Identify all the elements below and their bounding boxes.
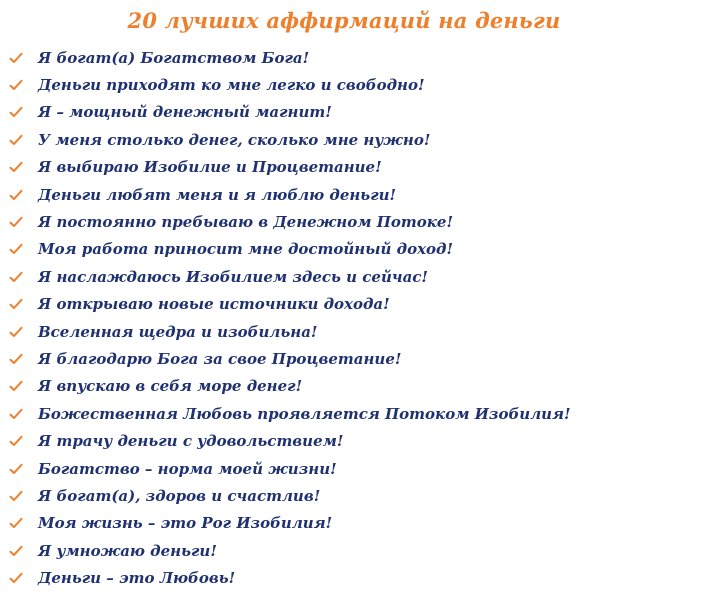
list-item-label: Я богат(а), здоров и счастлив! — [38, 486, 321, 505]
check-icon — [0, 435, 33, 447]
list-item-label: Я благодарю Бога за свое Процветание! — [38, 349, 402, 368]
check-icon — [0, 298, 33, 310]
list-item — [0, 291, 571, 318]
list-item — [0, 208, 571, 235]
list-item — [0, 263, 571, 290]
check-icon — [0, 353, 33, 365]
list-item-label: Я постоянно пребываю в Денежном Потоке! — [38, 213, 454, 232]
check-icon — [0, 243, 33, 255]
list-item — [0, 154, 571, 181]
list-item-label: Я трачу деньги с удовольствием! — [38, 432, 344, 451]
list-item-label: Богатство – норма моей жизни! — [38, 459, 337, 478]
check-icon — [0, 52, 33, 64]
list-item-label: Я богат(а) Богатством Бога! — [38, 48, 310, 67]
list-item — [0, 71, 571, 98]
check-icon — [0, 106, 33, 118]
check-icon — [0, 216, 33, 228]
list-item-label: Деньги приходят ко мне легко и свободно! — [38, 76, 425, 95]
list-item-label: Я выбираю Изобилие и Процветание! — [38, 158, 382, 177]
list-item — [0, 510, 571, 537]
list-item — [0, 44, 571, 71]
check-icon — [0, 134, 33, 146]
check-icon — [0, 408, 33, 420]
list-item-label: Я впускаю в себя море денег! — [38, 377, 303, 396]
list-item — [0, 318, 571, 345]
check-icon — [0, 161, 33, 173]
list-item-label: Божественная Любовь проявляется Потоком Изобилия! — [38, 404, 571, 423]
check-icon — [0, 572, 33, 584]
list-item — [0, 455, 571, 482]
list-item — [0, 181, 571, 208]
list-item-label: Я открываю новые источники дохода! — [38, 295, 390, 314]
list-item-label: Деньги – это Любовь! — [38, 569, 236, 588]
list-item-label: Вселенная щедра и изобильна! — [38, 322, 318, 341]
check-icon — [0, 326, 33, 338]
list-item — [0, 537, 571, 564]
check-icon — [0, 490, 33, 502]
check-icon — [0, 79, 33, 91]
check-icon — [0, 189, 33, 201]
list-item-label: Моя работа приносит мне достойный доход! — [38, 240, 454, 259]
list-item — [0, 564, 571, 591]
list-item — [0, 400, 571, 427]
list-item — [0, 373, 571, 400]
list-item — [0, 126, 571, 153]
list-item-label: Моя жизнь – это Рог Изобилия! — [38, 514, 333, 533]
list-item-label: Я – мощный денежный магнит! — [38, 103, 332, 122]
check-icon — [0, 271, 33, 283]
list-item-label: У меня столько денег, сколько мне нужно! — [38, 130, 431, 149]
list-item-label: Я наслаждаюсь Изобилием здесь и сейчас! — [38, 267, 429, 286]
check-icon — [0, 463, 33, 475]
page-title: 20 лучших аффирмаций на деньги — [127, 8, 561, 33]
list-item-label: Я умножаю деньги! — [38, 541, 217, 560]
list-item — [0, 345, 571, 372]
list-item — [0, 236, 571, 263]
list-item — [0, 482, 571, 509]
check-icon — [0, 380, 33, 392]
list-item — [0, 99, 571, 126]
check-icon — [0, 517, 33, 529]
affirmation-list — [0, 44, 571, 592]
list-item — [0, 427, 571, 454]
check-icon — [0, 545, 33, 557]
list-item-label: Деньги любят меня и я люблю деньги! — [38, 185, 397, 204]
